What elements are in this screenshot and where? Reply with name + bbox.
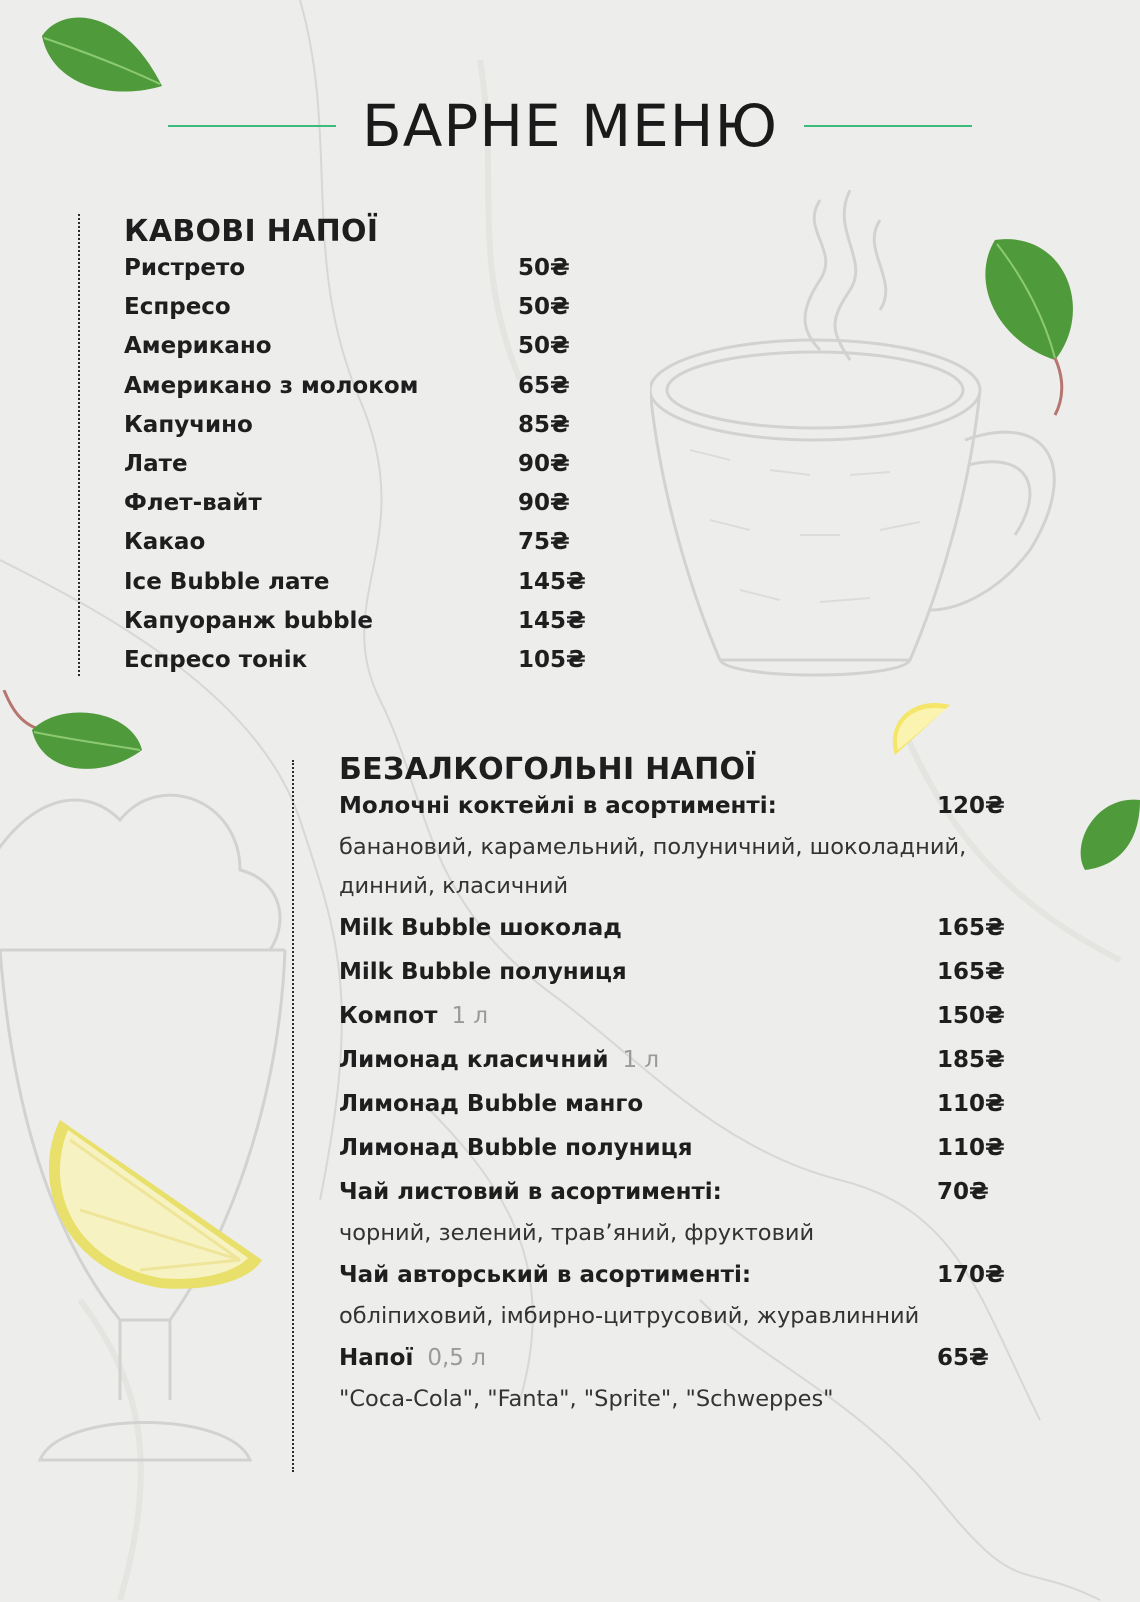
menu-item-row — [339, 1047, 1005, 1082]
menu-item — [339, 1003, 1005, 1038]
item-price: 105₴ — [518, 646, 586, 673]
lemon-slice-icon — [40, 1120, 265, 1290]
soft-drinks-section — [292, 752, 1012, 1472]
menu-item-row — [339, 1262, 1005, 1297]
item-price: 85₴ — [518, 411, 570, 438]
coffee-content — [124, 214, 586, 686]
item-name-group — [339, 1047, 937, 1073]
menu-item — [124, 451, 586, 490]
menu-item-row — [339, 1091, 1005, 1126]
item-price: 70₴ — [937, 1179, 989, 1205]
menu-item — [339, 915, 1005, 950]
item-price: 75₴ — [518, 529, 570, 556]
coffee-section — [78, 214, 638, 676]
item-name: Лимонад Bubble манго — [339, 1091, 644, 1117]
item-price: 90₴ — [518, 490, 570, 517]
dotted-divider — [78, 214, 80, 676]
title-divider-left — [168, 125, 336, 127]
item-price: 65₴ — [937, 1345, 989, 1371]
item-name: Ристрето — [124, 255, 246, 281]
item-description: чорний, зелений, трав’яний, фруктовий — [339, 1220, 815, 1246]
coffee-list — [124, 255, 586, 686]
menu-item-row — [339, 1135, 1005, 1170]
item-price: 165₴ — [937, 915, 1005, 941]
item-name: Milk Bubble шоколад — [339, 915, 622, 941]
item-price: 110₴ — [937, 1135, 1005, 1161]
item-price: 90₴ — [518, 450, 570, 477]
item-name-group — [339, 1091, 937, 1117]
menu-title-row — [150, 88, 990, 164]
item-price: 50₴ — [518, 333, 570, 360]
menu-item-row — [339, 959, 1005, 994]
item-name: Еспресо — [124, 294, 231, 321]
section-title: КАВОВІ НАПОЇ — [124, 214, 379, 249]
item-price: 65₴ — [518, 372, 570, 399]
item-name: Лимонад Bubble полуниця — [339, 1135, 693, 1161]
item-description: "Coca-Cola", "Fanta", "Sprite", "Schweppes" — [339, 1386, 834, 1412]
menu-item — [339, 1135, 1005, 1170]
item-name: Milk Bubble полуниця — [339, 959, 627, 985]
item-price: 170₴ — [937, 1262, 1005, 1288]
item-name: Ice Bubble лате — [124, 568, 330, 595]
item-price: 185₴ — [937, 1047, 1005, 1073]
title-divider-right — [804, 125, 972, 127]
menu-item-row — [339, 1345, 999, 1380]
menu-item-row — [339, 1179, 999, 1214]
item-description: банановий, карамельний, полуничний, шоколадний, динний, класичний — [339, 834, 967, 899]
item-name: Молочні коктейлі в асортименті: — [339, 793, 777, 819]
item-description: обліпиховий, імбирно-цитрусовий, журавлинний — [339, 1303, 920, 1329]
item-name: Американо з молоком — [124, 372, 419, 399]
soft-drinks-list — [339, 793, 1005, 1419]
item-price: 165₴ — [937, 959, 1005, 985]
item-name: Чай листовий в асортименті: — [339, 1179, 722, 1205]
mint-leaf-icon — [2, 690, 152, 790]
menu-item — [124, 569, 586, 608]
menu-item — [124, 255, 586, 294]
item-name-group — [339, 959, 937, 985]
menu-item — [124, 373, 586, 412]
item-name: Еспресо тонік — [124, 646, 308, 673]
dotted-divider — [292, 760, 294, 1472]
menu-item — [339, 1091, 1005, 1126]
menu-item — [339, 1345, 999, 1419]
menu-item — [124, 608, 586, 647]
item-volume: 1 л — [622, 1047, 660, 1073]
item-name: Лимонад класичний — [339, 1047, 609, 1073]
item-price: 120₴ — [937, 793, 1005, 819]
menu-item-row — [339, 793, 1005, 828]
item-name-group — [339, 1179, 937, 1205]
menu-item — [124, 647, 586, 686]
menu-item — [339, 959, 1005, 994]
menu-item — [124, 294, 586, 333]
item-name: Какао — [124, 529, 206, 556]
menu-item — [124, 412, 586, 451]
item-name-group — [339, 1345, 937, 1371]
item-name: Капучино — [124, 411, 253, 438]
item-price: 50₴ — [518, 294, 570, 321]
menu-item-row — [339, 915, 1005, 950]
item-name: Американо — [124, 333, 272, 360]
menu-item — [339, 1047, 1005, 1082]
item-name: Флет-вайт — [124, 490, 262, 517]
item-name: Капуоранж bubble — [124, 607, 374, 634]
item-name-group — [339, 1135, 937, 1161]
menu-item-row — [339, 1003, 1005, 1038]
item-name: Компот — [339, 1003, 438, 1029]
menu-item — [124, 333, 586, 372]
item-price: 150₴ — [937, 1003, 1005, 1029]
mint-leaf-icon — [1075, 795, 1140, 875]
menu-item — [339, 1262, 1005, 1336]
menu-item — [124, 529, 586, 568]
item-name: Лате — [124, 450, 188, 477]
item-price: 145₴ — [518, 607, 586, 634]
menu-item — [339, 1179, 999, 1253]
item-name-group — [339, 915, 937, 941]
menu-item — [339, 793, 1005, 906]
section-title: БЕЗАЛКОГОЛЬНІ НАПОЇ — [339, 752, 757, 787]
item-name: Напої — [339, 1345, 414, 1371]
soft-drinks-content — [339, 752, 1005, 1428]
item-price: 50₴ — [518, 255, 570, 281]
lemon-slice-icon — [890, 695, 960, 760]
mint-leaf-icon — [975, 230, 1095, 420]
item-name-group — [339, 1003, 937, 1029]
item-price: 110₴ — [937, 1091, 1005, 1117]
item-volume: 0,5 л — [427, 1345, 486, 1371]
page-title: БАРНЕ МЕНЮ — [361, 92, 779, 160]
item-price: 145₴ — [518, 568, 586, 595]
item-name-group — [339, 1262, 937, 1288]
item-name-group — [339, 793, 937, 819]
menu-item — [124, 490, 586, 529]
item-volume: 1 л — [451, 1003, 489, 1029]
item-name: Чай авторський в асортименті: — [339, 1262, 752, 1288]
